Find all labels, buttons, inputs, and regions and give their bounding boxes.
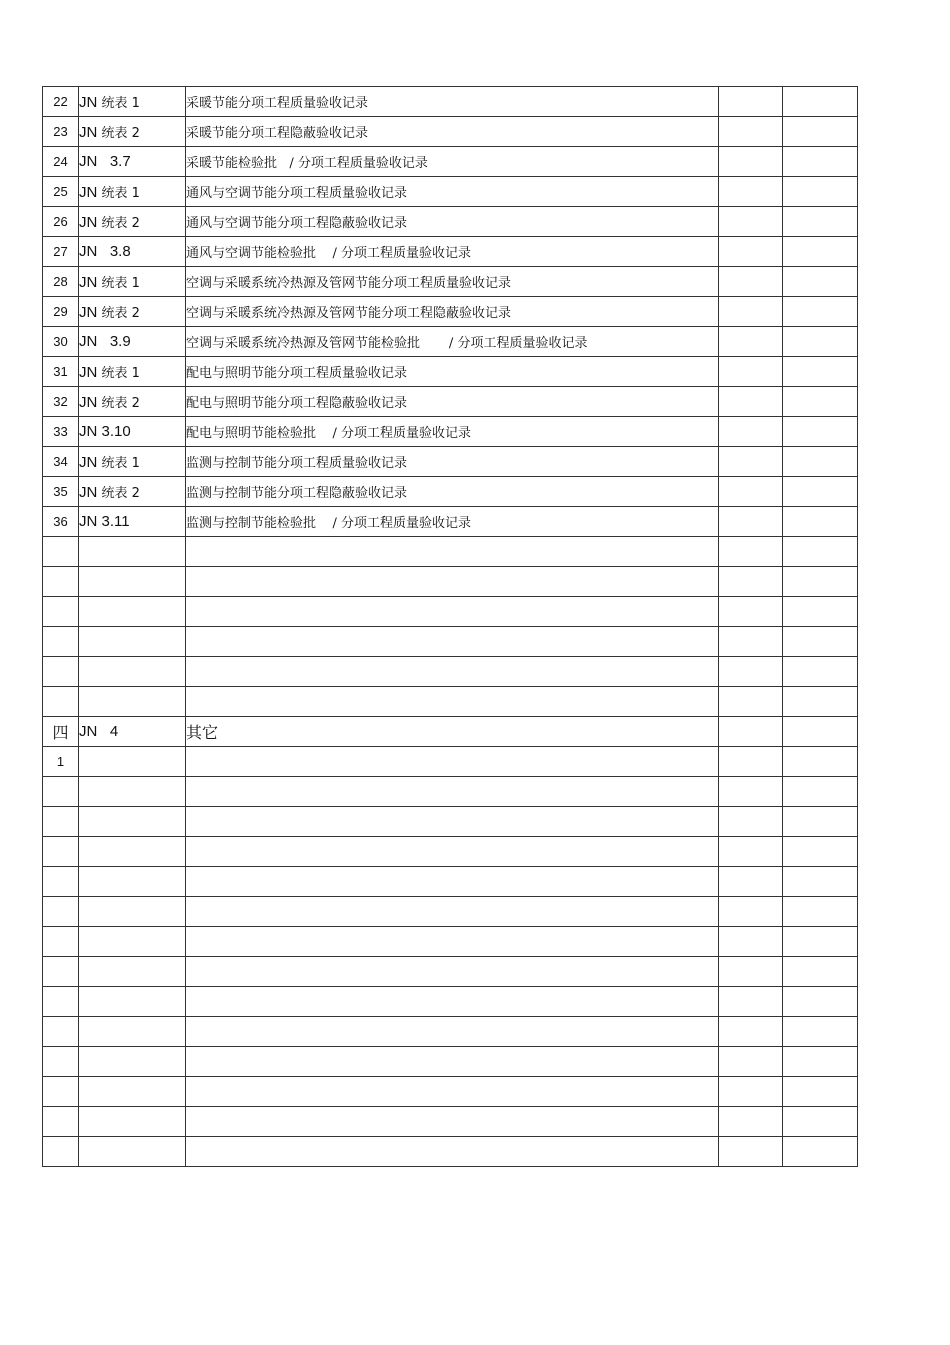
form-code-cell xyxy=(79,537,186,567)
form-code-suffix: 统表 2 xyxy=(101,396,140,411)
form-code-cell xyxy=(79,777,186,807)
table-row xyxy=(43,267,858,297)
row-number-cell xyxy=(43,777,79,807)
row-number-cell xyxy=(43,627,79,657)
blank-cell xyxy=(783,177,858,207)
form-code-cell xyxy=(79,417,186,447)
record-name-cell xyxy=(186,837,719,867)
row-number-cell: 29 xyxy=(43,297,79,327)
blank-cell xyxy=(783,717,858,747)
blank-cell xyxy=(783,777,858,807)
form-code-cell xyxy=(79,1047,186,1077)
blank-cell xyxy=(719,957,783,987)
blank-cell xyxy=(719,177,783,207)
blank-cell xyxy=(719,867,783,897)
record-name-cell xyxy=(186,777,719,807)
form-code-cell xyxy=(79,897,186,927)
row-number-cell xyxy=(43,1107,79,1137)
blank-cell xyxy=(783,807,858,837)
row-number-cell: 30 xyxy=(43,327,79,357)
row-number-cell xyxy=(43,567,79,597)
blank-cell xyxy=(719,417,783,447)
form-code-cell xyxy=(79,387,186,417)
form-code: JN xyxy=(79,184,98,201)
form-code-cell xyxy=(79,597,186,627)
form-code: JN xyxy=(79,124,98,141)
blank-cell xyxy=(783,477,858,507)
form-code-cell xyxy=(79,117,186,147)
blank-cell xyxy=(783,567,858,597)
form-code-cell xyxy=(79,957,186,987)
blank-cell xyxy=(719,237,783,267)
table-row xyxy=(43,627,858,657)
form-code-cell xyxy=(79,267,186,297)
table-row xyxy=(43,687,858,717)
form-code-cell xyxy=(79,987,186,1017)
blank-cell xyxy=(719,87,783,117)
form-code-cell xyxy=(79,357,186,387)
blank-cell xyxy=(783,1077,858,1107)
row-number-cell: 22 xyxy=(43,87,79,117)
form-code-cell xyxy=(79,237,186,267)
table-row xyxy=(43,657,858,687)
record-name-cell xyxy=(186,957,719,987)
blank-cell xyxy=(719,207,783,237)
blank-cell xyxy=(719,897,783,927)
table-row xyxy=(43,807,858,837)
blank-cell xyxy=(719,1107,783,1137)
table-row xyxy=(43,207,858,237)
table-row xyxy=(43,297,858,327)
record-name-cell xyxy=(186,537,719,567)
blank-cell xyxy=(783,417,858,447)
record-name-cell xyxy=(186,1017,719,1047)
blank-cell xyxy=(719,357,783,387)
form-code: JN xyxy=(79,364,98,381)
form-code: JN 3.10 xyxy=(79,423,131,440)
form-code: JN 3.11 xyxy=(79,513,130,530)
blank-cell xyxy=(783,867,858,897)
form-code-cell xyxy=(79,477,186,507)
form-code: JN 3.9 xyxy=(79,333,131,350)
blank-cell xyxy=(783,237,858,267)
table-row xyxy=(43,237,858,267)
form-code-cell xyxy=(79,327,186,357)
blank-cell xyxy=(719,477,783,507)
blank-cell xyxy=(783,507,858,537)
blank-cell xyxy=(719,777,783,807)
form-code: JN 4 xyxy=(79,723,119,740)
table-row xyxy=(43,357,858,387)
blank-cell xyxy=(719,717,783,747)
blank-cell xyxy=(783,1137,858,1167)
blank-cell xyxy=(719,687,783,717)
row-number-cell xyxy=(43,1137,79,1167)
blank-cell xyxy=(783,957,858,987)
record-name-cell: 监测与控制节能检验批 / 分项工程质量验收记录 xyxy=(186,507,719,537)
row-number-cell: 四 xyxy=(43,717,79,747)
table-row xyxy=(43,957,858,987)
row-number-cell xyxy=(43,957,79,987)
form-code-cell xyxy=(79,207,186,237)
table-row xyxy=(43,117,858,147)
record-name-cell: 配电与照明节能分项工程质量验收记录 xyxy=(186,357,719,387)
form-code-cell xyxy=(79,867,186,897)
record-name-cell: 采暖节能检验批 / 分项工程质量验收记录 xyxy=(186,147,719,177)
table-row xyxy=(43,1107,858,1137)
table-row xyxy=(43,1137,858,1167)
form-code: JN 3.8 xyxy=(79,243,131,260)
record-name-cell xyxy=(186,747,719,777)
record-name-cell: 空调与采暖系统冷热源及管网节能分项工程隐蔽验收记录 xyxy=(186,297,719,327)
blank-cell xyxy=(719,447,783,477)
record-name-cell: 通风与空调节能检验批 / 分项工程质量验收记录 xyxy=(186,237,719,267)
blank-cell xyxy=(719,1017,783,1047)
form-code-cell xyxy=(79,147,186,177)
blank-cell xyxy=(783,357,858,387)
row-number-cell: 24 xyxy=(43,147,79,177)
blank-cell xyxy=(719,597,783,627)
blank-cell xyxy=(719,1137,783,1167)
blank-cell xyxy=(719,537,783,567)
record-name-cell xyxy=(186,657,719,687)
table-row xyxy=(43,417,858,447)
form-code: JN xyxy=(79,304,98,321)
table-row xyxy=(43,597,858,627)
blank-cell xyxy=(719,267,783,297)
table-row xyxy=(43,507,858,537)
blank-cell xyxy=(719,627,783,657)
form-code-suffix: 统表 2 xyxy=(101,486,140,501)
table-row xyxy=(43,1047,858,1077)
record-name-cell xyxy=(186,1137,719,1167)
form-code-suffix: 统表 2 xyxy=(101,306,140,321)
blank-cell xyxy=(783,1017,858,1047)
blank-cell xyxy=(719,507,783,537)
row-number-cell xyxy=(43,687,79,717)
form-code-cell xyxy=(79,1017,186,1047)
record-name-cell: 监测与控制节能分项工程质量验收记录 xyxy=(186,447,719,477)
row-number-cell xyxy=(43,1047,79,1077)
form-code-cell xyxy=(79,1077,186,1107)
table-row xyxy=(43,987,858,1017)
form-code-cell xyxy=(79,567,186,597)
form-code-cell xyxy=(79,927,186,957)
form-code-cell xyxy=(79,447,186,477)
table-row xyxy=(43,747,858,777)
blank-cell xyxy=(719,927,783,957)
record-name-cell xyxy=(186,1107,719,1137)
blank-cell xyxy=(783,297,858,327)
row-number-cell: 33 xyxy=(43,417,79,447)
blank-cell xyxy=(719,567,783,597)
record-name-cell xyxy=(186,687,719,717)
table-row xyxy=(43,327,858,357)
row-number-cell xyxy=(43,897,79,927)
form-code-suffix: 统表 2 xyxy=(101,126,140,141)
row-number-cell: 27 xyxy=(43,237,79,267)
record-name-cell xyxy=(186,987,719,1017)
form-code: JN xyxy=(79,214,98,231)
row-number-cell: 26 xyxy=(43,207,79,237)
table-row xyxy=(43,927,858,957)
blank-cell xyxy=(783,327,858,357)
record-name-cell xyxy=(186,867,719,897)
form-code: JN xyxy=(79,274,98,291)
table-row xyxy=(43,477,858,507)
form-code-cell xyxy=(79,507,186,537)
form-code-suffix: 统表 1 xyxy=(101,366,140,381)
blank-cell xyxy=(783,657,858,687)
record-name-cell xyxy=(186,807,719,837)
record-name-cell xyxy=(186,597,719,627)
row-number-cell: 1 xyxy=(43,747,79,777)
blank-cell xyxy=(783,1047,858,1077)
record-name-cell: 通风与空调节能分项工程隐蔽验收记录 xyxy=(186,207,719,237)
blank-cell xyxy=(783,267,858,297)
form-code: JN xyxy=(79,484,98,501)
blank-cell xyxy=(783,687,858,717)
row-number-cell xyxy=(43,537,79,567)
table-row xyxy=(43,447,858,477)
row-number-cell: 25 xyxy=(43,177,79,207)
row-number-cell xyxy=(43,1077,79,1107)
record-name-cell xyxy=(186,567,719,597)
blank-cell xyxy=(719,747,783,777)
blank-cell xyxy=(719,657,783,687)
form-code-cell xyxy=(79,807,186,837)
blank-cell xyxy=(719,327,783,357)
form-code: JN xyxy=(79,394,98,411)
blank-cell xyxy=(719,987,783,1017)
record-name-cell: 通风与空调节能分项工程质量验收记录 xyxy=(186,177,719,207)
table-row xyxy=(43,777,858,807)
form-code-suffix: 统表 2 xyxy=(101,216,140,231)
blank-cell xyxy=(719,1077,783,1107)
records-table-body xyxy=(43,87,858,1167)
table-row xyxy=(43,87,858,117)
form-code-suffix: 统表 1 xyxy=(101,276,140,291)
table-row xyxy=(43,177,858,207)
table-row xyxy=(43,1077,858,1107)
blank-cell xyxy=(719,387,783,417)
form-code-suffix: 统表 1 xyxy=(101,186,140,201)
record-name-cell xyxy=(186,927,719,957)
blank-cell xyxy=(783,837,858,867)
row-number-cell: 34 xyxy=(43,447,79,477)
row-number-cell: 35 xyxy=(43,477,79,507)
record-name-cell: 采暖节能分项工程隐蔽验收记录 xyxy=(186,117,719,147)
blank-cell xyxy=(719,807,783,837)
table-row xyxy=(43,387,858,417)
row-number-cell: 31 xyxy=(43,357,79,387)
record-name-cell xyxy=(186,627,719,657)
table-row xyxy=(43,867,858,897)
form-code: JN 3.7 xyxy=(79,153,131,170)
row-number-cell: 28 xyxy=(43,267,79,297)
form-code-cell xyxy=(79,1107,186,1137)
form-code-suffix: 统表 1 xyxy=(101,456,140,471)
record-name-cell xyxy=(186,897,719,927)
blank-cell xyxy=(783,597,858,627)
blank-cell xyxy=(783,897,858,927)
table-row xyxy=(43,567,858,597)
record-name-cell: 其它 xyxy=(186,717,719,747)
table-row xyxy=(43,897,858,927)
form-code-cell xyxy=(79,657,186,687)
table-row xyxy=(43,837,858,867)
blank-cell xyxy=(719,117,783,147)
blank-cell xyxy=(783,387,858,417)
row-number-cell xyxy=(43,657,79,687)
row-number-cell xyxy=(43,597,79,627)
blank-cell xyxy=(783,87,858,117)
blank-cell xyxy=(783,447,858,477)
record-name-cell: 采暖节能分项工程质量验收记录 xyxy=(186,87,719,117)
form-code: JN xyxy=(79,454,98,471)
form-code-cell xyxy=(79,837,186,867)
row-number-cell xyxy=(43,987,79,1017)
blank-cell xyxy=(783,207,858,237)
blank-cell xyxy=(719,837,783,867)
table-row xyxy=(43,537,858,567)
table-row xyxy=(43,1017,858,1047)
form-code: JN xyxy=(79,94,98,111)
table-row xyxy=(43,147,858,177)
form-code-suffix: 统表 1 xyxy=(101,96,140,111)
blank-cell xyxy=(719,147,783,177)
record-name-cell: 监测与控制节能分项工程隐蔽验收记录 xyxy=(186,477,719,507)
blank-cell xyxy=(783,1107,858,1137)
record-name-cell xyxy=(186,1047,719,1077)
blank-cell xyxy=(783,117,858,147)
records-table xyxy=(42,86,858,1167)
blank-cell xyxy=(783,147,858,177)
record-name-cell xyxy=(186,1077,719,1107)
form-code-cell xyxy=(79,87,186,117)
form-code-cell xyxy=(79,1137,186,1167)
record-name-cell: 空调与采暖系统冷热源及管网节能分项工程质量验收记录 xyxy=(186,267,719,297)
row-number-cell xyxy=(43,867,79,897)
form-code-cell xyxy=(79,747,186,777)
row-number-cell xyxy=(43,1017,79,1047)
form-code-cell xyxy=(79,717,186,747)
record-name-cell: 配电与照明节能分项工程隐蔽验收记录 xyxy=(186,387,719,417)
row-number-cell: 32 xyxy=(43,387,79,417)
table-row xyxy=(43,717,858,747)
row-number-cell xyxy=(43,807,79,837)
row-number-cell: 36 xyxy=(43,507,79,537)
record-name-cell: 空调与采暖系统冷热源及管网节能检验批 / 分项工程质量验收记录 xyxy=(186,327,719,357)
record-name-cell: 配电与照明节能检验批 / 分项工程质量验收记录 xyxy=(186,417,719,447)
row-number-cell: 23 xyxy=(43,117,79,147)
row-number-cell xyxy=(43,837,79,867)
blank-cell xyxy=(783,927,858,957)
form-code-cell xyxy=(79,297,186,327)
form-code-cell xyxy=(79,627,186,657)
blank-cell xyxy=(783,627,858,657)
form-code-cell xyxy=(79,687,186,717)
blank-cell xyxy=(719,297,783,327)
blank-cell xyxy=(719,1047,783,1077)
row-number-cell xyxy=(43,927,79,957)
blank-cell xyxy=(783,537,858,567)
form-code-cell xyxy=(79,177,186,207)
blank-cell xyxy=(783,747,858,777)
blank-cell xyxy=(783,987,858,1017)
